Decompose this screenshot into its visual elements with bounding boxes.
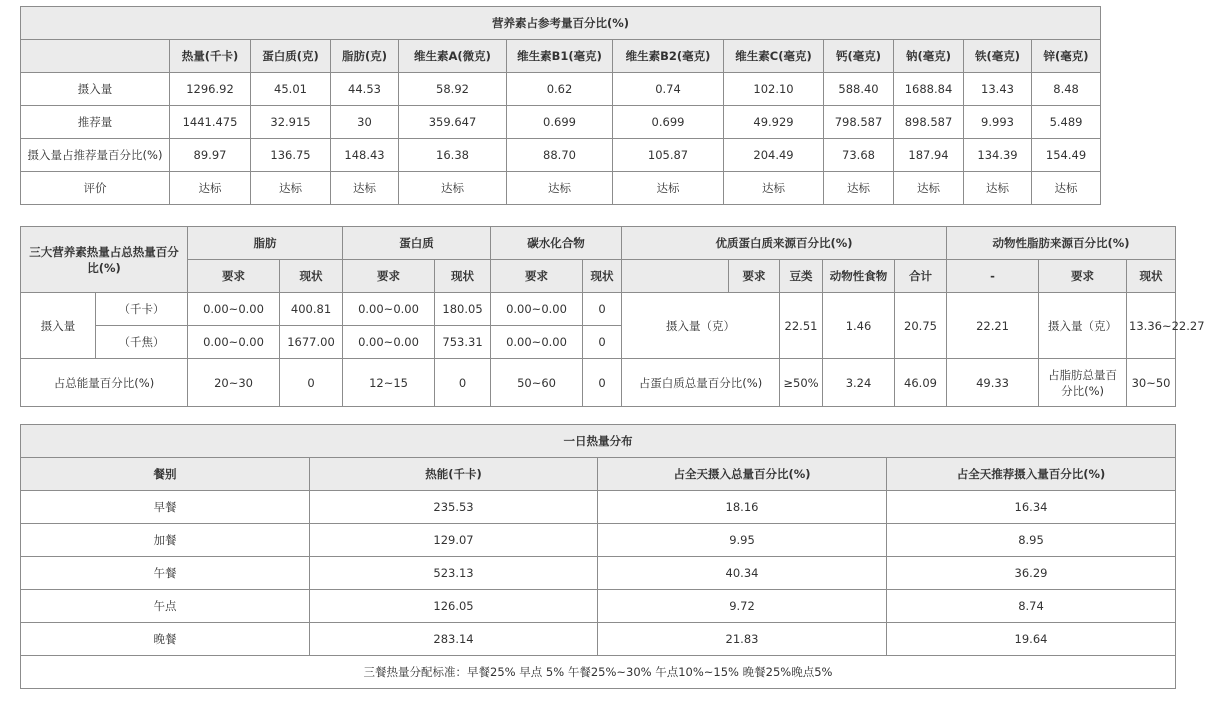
cell: 73.68 — [824, 139, 894, 172]
cell: 523.13 — [310, 557, 598, 590]
table-row — [21, 590, 1176, 623]
cell: 0.00~0.00 — [491, 326, 583, 359]
cell: 0.699 — [507, 106, 613, 139]
cell: 1677.00 — [280, 326, 343, 359]
group-header-animal-fat: 动物性脂肪来源百分比(%) — [947, 227, 1176, 260]
cell: 58.92 — [399, 73, 507, 106]
col-header: 钠(毫克) — [894, 40, 964, 73]
sub-header: 现状 — [583, 260, 622, 293]
sub-header: 要求 — [491, 260, 583, 293]
macronutrient-energy-table — [20, 226, 1205, 407]
cell: 30~50 — [1127, 359, 1176, 407]
cell: 898.587 — [894, 106, 964, 139]
row-label: 推荐量 — [21, 106, 170, 139]
cell: 达标 — [170, 172, 251, 205]
cell: 0.74 — [613, 73, 724, 106]
row-label: 占脂肪总量百分比(%) — [1039, 359, 1127, 407]
sub-header: 合计 — [895, 260, 947, 293]
table-row — [21, 73, 1101, 106]
col-header: 占全天推荐摄入量百分比(%) — [887, 458, 1176, 491]
col-header: 维生素C(毫克) — [724, 40, 824, 73]
daily-calorie-distribution-table — [20, 424, 1176, 689]
col-header: 锌(毫克) — [1032, 40, 1101, 73]
cell: 达标 — [824, 172, 894, 205]
cell: 1.46 — [823, 293, 895, 359]
col-header: 蛋白质(克) — [251, 40, 331, 73]
row-label: 摄入量（克） — [622, 293, 780, 359]
cell: 588.40 — [824, 73, 894, 106]
table1-corner — [21, 40, 170, 73]
sub-header: 要求 — [1039, 260, 1127, 293]
cell: 22.21 — [947, 293, 1039, 359]
cell: 1296.92 — [170, 73, 251, 106]
table-row — [21, 557, 1176, 590]
group-header-fat: 脂肪 — [188, 227, 343, 260]
cell: 40.34 — [598, 557, 887, 590]
cell: 0.00~0.00 — [491, 293, 583, 326]
unit-label: （千焦） — [96, 326, 188, 359]
row-label: 摄入量 — [21, 73, 170, 106]
col-header: 铁(毫克) — [964, 40, 1032, 73]
table-row — [21, 524, 1176, 557]
cell: 19.64 — [887, 623, 1176, 656]
cell: 8.48 — [1032, 73, 1101, 106]
cell: 16.34 — [887, 491, 1176, 524]
sub-header: 要求 — [188, 260, 280, 293]
sub-header: 动物性食物 — [823, 260, 895, 293]
col-header: 热能(千卡) — [310, 458, 598, 491]
cell: 105.87 — [613, 139, 724, 172]
unit-label: （千卡） — [96, 293, 188, 326]
cell: 18.16 — [598, 491, 887, 524]
cell: 0.00~0.00 — [343, 293, 435, 326]
cell: 359.647 — [399, 106, 507, 139]
cell: 753.31 — [435, 326, 491, 359]
cell: 21.83 — [598, 623, 887, 656]
cell: 达标 — [1032, 172, 1101, 205]
table-row — [21, 172, 1101, 205]
cell: 1441.475 — [170, 106, 251, 139]
cell: 达标 — [894, 172, 964, 205]
table1-title: 营养素占参考量百分比(%) — [21, 7, 1101, 40]
cell: 达标 — [964, 172, 1032, 205]
table1-header-row — [21, 40, 1101, 73]
cell: 达标 — [251, 172, 331, 205]
cell: 22.51 — [780, 293, 823, 359]
cell: 9.95 — [598, 524, 887, 557]
col-header: 脂肪(克) — [331, 40, 399, 73]
cell: 达标 — [331, 172, 399, 205]
cell: 8.95 — [887, 524, 1176, 557]
cell: 达标 — [613, 172, 724, 205]
cell: 8.74 — [887, 590, 1176, 623]
row-label: 摄入量占推荐量百分比(%) — [21, 139, 170, 172]
table2-corner-label: 三大营养素热量占总热量百分比(%) — [21, 227, 188, 293]
cell: 36.29 — [887, 557, 1176, 590]
cell: 136.75 — [251, 139, 331, 172]
col-header: 维生素B2(毫克) — [613, 40, 724, 73]
sub-header: 现状 — [435, 260, 491, 293]
cell: 187.94 — [894, 139, 964, 172]
row-label: 占总能量百分比(%) — [21, 359, 188, 407]
cell: 0 — [280, 359, 343, 407]
cell: 0.00~0.00 — [188, 326, 280, 359]
group-header-quality-protein: 优质蛋白质来源百分比(%) — [622, 227, 947, 260]
cell: 283.14 — [310, 623, 598, 656]
intake-label: 摄入量 — [21, 293, 96, 359]
cell: 12~15 — [343, 359, 435, 407]
cell: 129.07 — [310, 524, 598, 557]
col-header: 维生素B1(毫克) — [507, 40, 613, 73]
cell: 16.38 — [399, 139, 507, 172]
cell: 早餐 — [21, 491, 310, 524]
sub-header: 现状 — [280, 260, 343, 293]
cell: 0.699 — [613, 106, 724, 139]
table-row — [21, 293, 1176, 326]
cell: 20.75 — [895, 293, 947, 359]
cell: 午点 — [21, 590, 310, 623]
cell: 235.53 — [310, 491, 598, 524]
cell: 达标 — [399, 172, 507, 205]
sub-header: - — [947, 260, 1039, 293]
cell: 44.53 — [331, 73, 399, 106]
table-row — [21, 359, 1176, 407]
table-row — [21, 491, 1176, 524]
table-row — [21, 106, 1101, 139]
cell: 148.43 — [331, 139, 399, 172]
cell: 达标 — [724, 172, 824, 205]
cell: 加餐 — [21, 524, 310, 557]
cell: 0.62 — [507, 73, 613, 106]
cell: 102.10 — [724, 73, 824, 106]
group-header-carb: 碳水化合物 — [491, 227, 622, 260]
table-row — [21, 623, 1176, 656]
cell: 134.39 — [964, 139, 1032, 172]
sub-header: 豆类 — [780, 260, 823, 293]
row-label: 摄入量（克） — [1039, 293, 1127, 359]
nutrient-reference-table — [20, 6, 1101, 205]
col-header: 热量(千卡) — [170, 40, 251, 73]
cell: 13.36~22.27 — [1127, 293, 1176, 359]
col-header: 餐别 — [21, 458, 310, 491]
cell: 达标 — [507, 172, 613, 205]
cell: 154.49 — [1032, 139, 1101, 172]
cell: 46.09 — [895, 359, 947, 407]
cell: 午餐 — [21, 557, 310, 590]
row-label: 评价 — [21, 172, 170, 205]
col-header: 占全天摄入总量百分比(%) — [598, 458, 887, 491]
sub-header: 要求 — [729, 260, 780, 293]
cell: 798.587 — [824, 106, 894, 139]
cell: 0 — [583, 359, 622, 407]
cell: 0 — [583, 293, 622, 326]
col-header: 钙(毫克) — [824, 40, 894, 73]
sub-header-blank — [622, 260, 729, 293]
cell: 9.72 — [598, 590, 887, 623]
cell: 32.915 — [251, 106, 331, 139]
cell: 50~60 — [491, 359, 583, 407]
row-label: 占蛋白质总量百分比(%) — [622, 359, 780, 407]
cell: 89.97 — [170, 139, 251, 172]
col-header: 维生素A(微克) — [399, 40, 507, 73]
cell: 晚餐 — [21, 623, 310, 656]
cell: 400.81 — [280, 293, 343, 326]
table3-title: 一日热量分布 — [21, 425, 1176, 458]
group-header-protein: 蛋白质 — [343, 227, 491, 260]
cell: 204.49 — [724, 139, 824, 172]
cell: 49.929 — [724, 106, 824, 139]
cell: 180.05 — [435, 293, 491, 326]
sub-header: 要求 — [343, 260, 435, 293]
cell: ≥50% — [780, 359, 823, 407]
cell: 13.43 — [964, 73, 1032, 106]
cell: 49.33 — [947, 359, 1039, 407]
cell: 126.05 — [310, 590, 598, 623]
cell: 3.24 — [823, 359, 895, 407]
cell: 88.70 — [507, 139, 613, 172]
table-row — [21, 139, 1101, 172]
cell: 1688.84 — [894, 73, 964, 106]
cell: 0.00~0.00 — [188, 293, 280, 326]
cell: 9.993 — [964, 106, 1032, 139]
cell: 5.489 — [1032, 106, 1101, 139]
cell: 45.01 — [251, 73, 331, 106]
table3-footer-note: 三餐热量分配标准：早餐25% 早点 5% 午餐25%~30% 午点10%~15% 晚餐25%晚点5% — [21, 656, 1176, 689]
cell: 0 — [435, 359, 491, 407]
cell: 20~30 — [188, 359, 280, 407]
cell: 0 — [583, 326, 622, 359]
sub-header: 现状 — [1127, 260, 1176, 293]
cell: 0.00~0.00 — [343, 326, 435, 359]
cell: 30 — [331, 106, 399, 139]
